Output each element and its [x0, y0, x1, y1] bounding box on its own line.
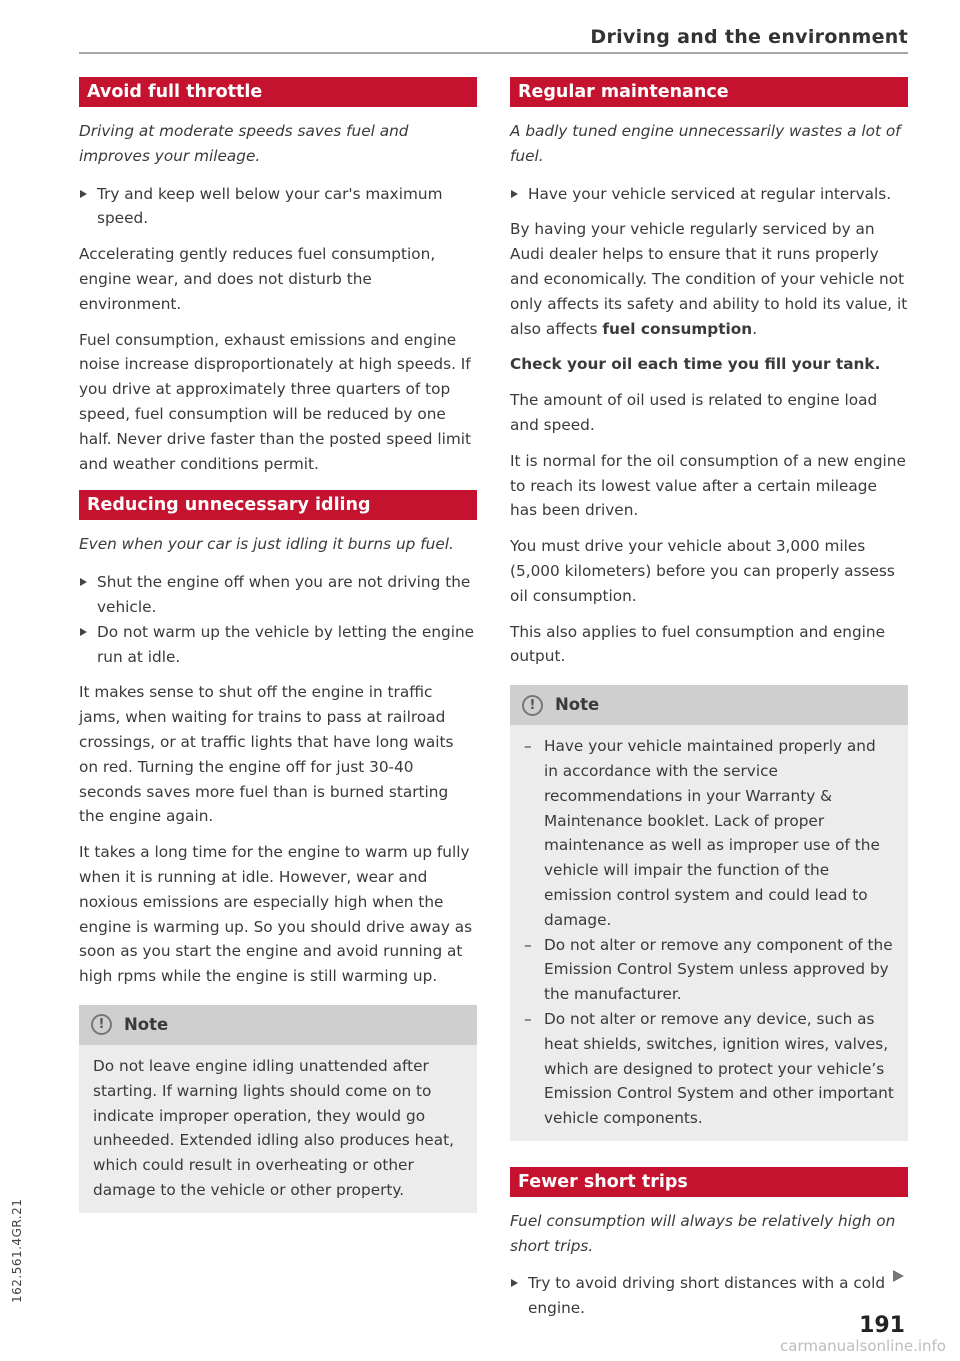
paragraph: It takes a long time for the engine to warm up fully when it is running at idle. However, wear and noxious emissions are especially high when the engine is warming up. So you should drive away as soon as you start the engine and avoid running at high rpms while the engine is still warming up.: [79, 843, 473, 986]
section-intro: Even when your car is just idling it burns up fuel.: [79, 535, 454, 554]
paragraph: The amount of oil used is related to engine load and speed.: [510, 391, 878, 434]
paragraph: Fuel consumption, exhaust emissions and engine noise increase disproportionately at high speeds. If you drive at approximately three quarters of top speed, fuel consumption will be reduced by one half. Never drive faster than the posted speed limit and weather conditions permit.: [79, 330, 471, 473]
subheading-check-oil: Check your oil each time you fill your tank.: [510, 355, 881, 374]
page-header-title: Driving and the environment: [590, 26, 908, 48]
document-code: 162.561.4GR.21: [10, 1198, 24, 1303]
page-number: 191: [859, 1313, 905, 1338]
bullet-list: [510, 1271, 908, 1321]
note-warning-icon: !: [522, 695, 543, 716]
paragraph: You must drive your vehicle about 3,000 miles (5,000 kilometers) before you can properly assess oil consumption.: [510, 537, 895, 605]
paragraph-text: .: [752, 319, 758, 338]
note-list: [510, 725, 908, 1133]
note-label: Note: [555, 694, 600, 714]
paragraph: It makes sense to shut off the engine in traffic jams, when waiting for trains to pass at railroad crossings, or at traffic lights that have long waits on red. Turning the engine off for just 30-40 seconds saves more fuel than is burned starting the engine again.: [79, 683, 454, 826]
note-item: – Have your vehicle maintained properly and in accordance with the service recommendations in your Warranty & Maintenance booklet. Lack of proper maintenance as well as improper use of the vehicle will impair the function of the emission control system and could lead to damage.: [524, 734, 894, 932]
bullet-item: Shut the engine off when you are not driving the vehicle.: [79, 570, 477, 620]
paragraph: [510, 217, 908, 341]
paragraph: This also applies to fuel consumption and engine output.: [510, 622, 886, 666]
section-intro: Fuel consumption will always be relatively high on short trips.: [510, 1211, 896, 1255]
left-column: [79, 77, 477, 1213]
bullet-list: [79, 570, 477, 669]
header-divider: [79, 52, 908, 54]
section-heading-avoid-full-throttle: Avoid full throttle: [79, 77, 477, 107]
paragraph: It is normal for the oil consumption of a new engine to reach its lowest value after a certain mileage has been driven.: [510, 451, 906, 520]
right-column: [510, 77, 908, 1332]
note-label: Note: [124, 1014, 169, 1034]
note-warning-icon: !: [91, 1014, 112, 1035]
note-item: – Do not alter or remove any device, such as heat shields, switches, ignition wires, valves, which are designed to protect your vehicle’s Emission Control System and other important vehicle components.: [524, 1007, 894, 1131]
note-text: Do not leave engine idling unattended after starting. If warning lights should come on to indicate improper operation, they would go unheeded. Extended idling also produces heat, which could result in overheating or other damage to the vehicle or other property.: [93, 1056, 454, 1199]
paragraph: Accelerating gently reduces fuel consumption, engine wear, and does not disturb the environment.: [79, 245, 436, 313]
bullet-item: Try and keep well below your car's maximum speed.: [79, 182, 477, 232]
watermark: carmanualsonline.info: [780, 1337, 946, 1355]
bullet-list: [510, 182, 908, 207]
note-header: [510, 685, 908, 725]
note-header: [79, 1005, 477, 1045]
note-box: [510, 685, 908, 1141]
section-heading-fewer-short-trips: Fewer short trips: [510, 1167, 908, 1197]
section-heading-reducing-idling: Reducing unnecessary idling: [79, 490, 477, 520]
bold-term: fuel consumption: [602, 319, 753, 338]
bullet-list: [79, 182, 477, 232]
paragraph-text: By having your vehicle regularly serviced by an Audi dealer helps to ensure that it runs properly and economically. The condition of your vehicle not only affects its safety and ability to hold its value, it also affects: [510, 220, 908, 338]
section-intro: A badly tuned engine unnecessarily wastes a lot of fuel.: [510, 122, 901, 165]
bullet-item: Do not warm up the vehicle by letting the engine run at idle.: [79, 620, 477, 670]
note-box: [79, 1005, 477, 1213]
section-heading-regular-maintenance: Regular maintenance: [510, 77, 908, 107]
bullet-item: Have your vehicle serviced at regular intervals.: [510, 182, 908, 207]
continue-arrow-icon: [893, 1270, 904, 1282]
section-intro: Driving at moderate speeds saves fuel and improves your mileage.: [79, 122, 409, 165]
bullet-item: Try to avoid driving short distances with a cold engine.: [510, 1271, 908, 1321]
note-item: – Do not alter or remove any component of the Emission Control System unless approved by the manufacturer.: [524, 933, 894, 1007]
